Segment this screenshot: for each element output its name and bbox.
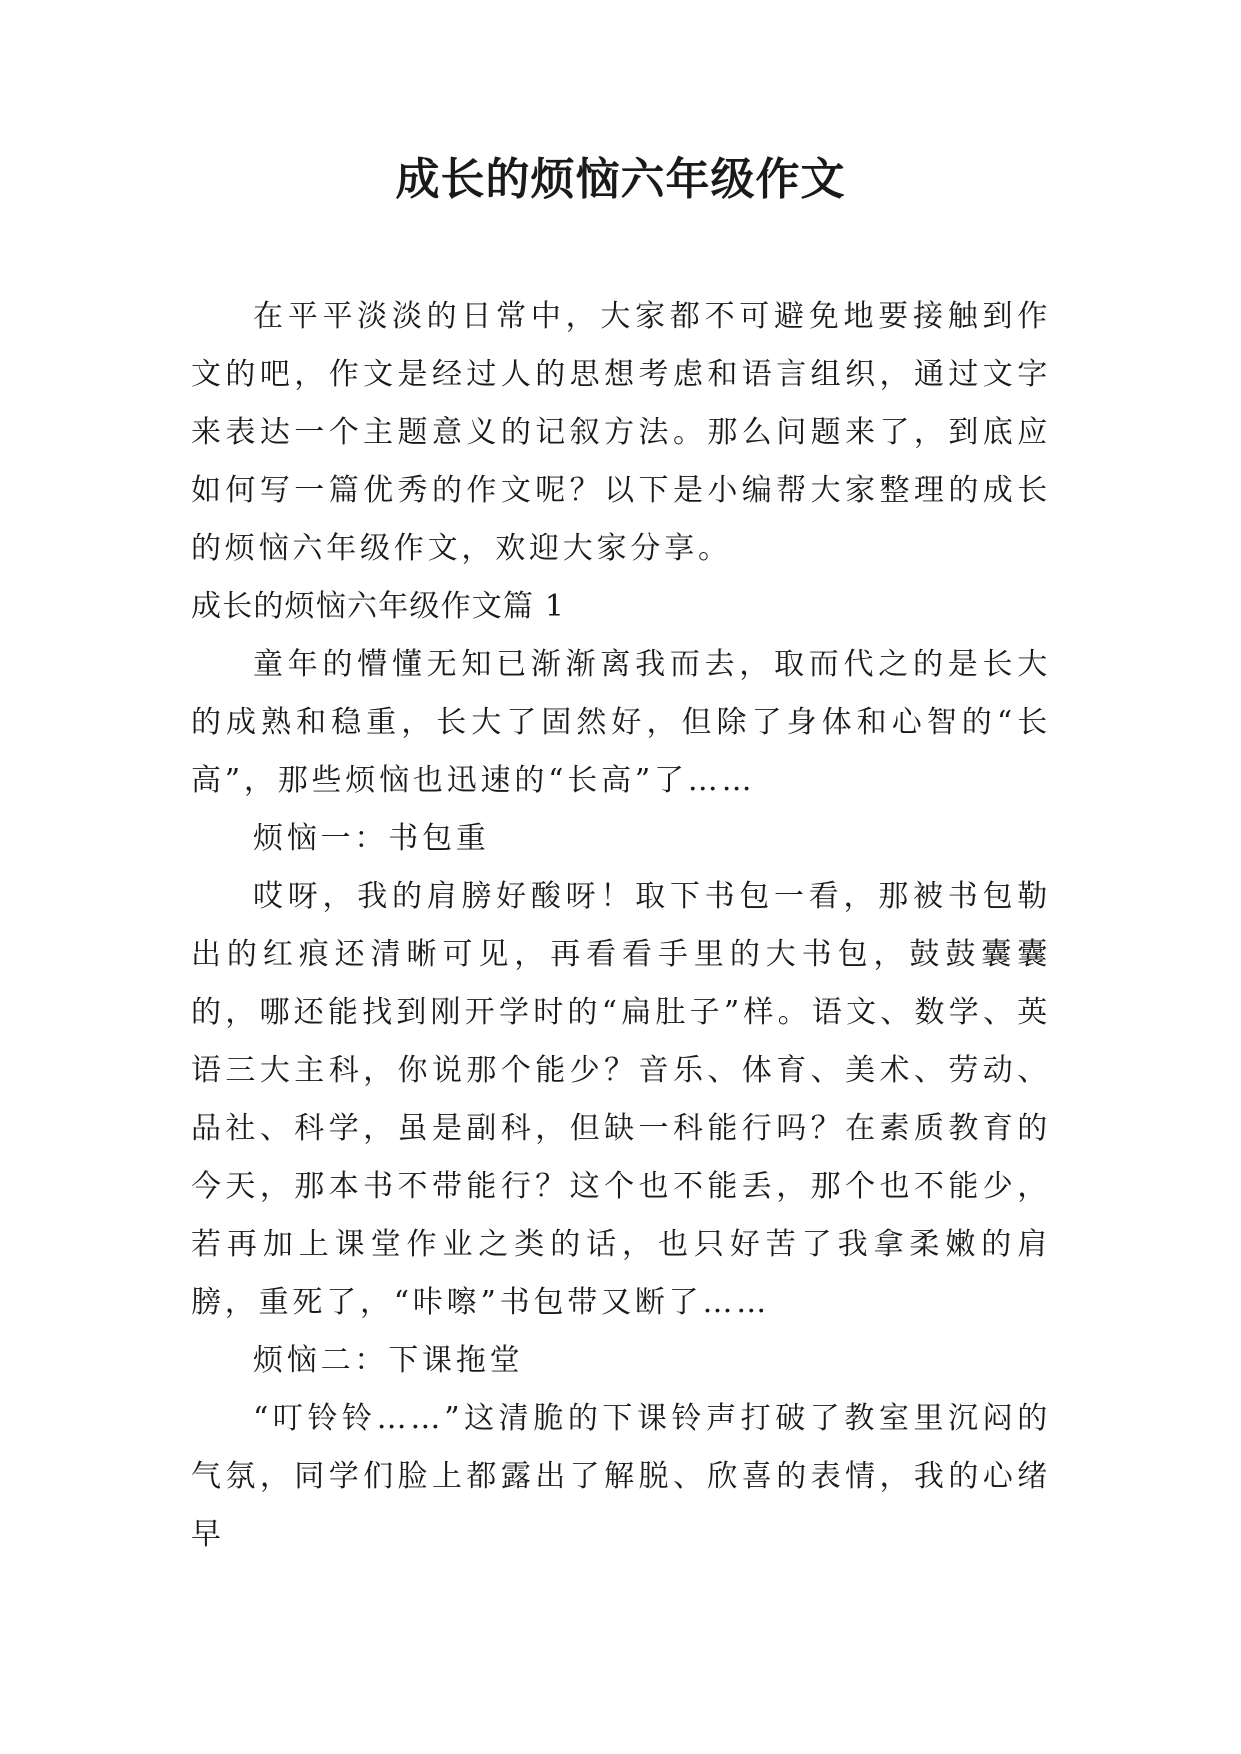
section-heading: 成长的烦恼六年级作文篇 1 (191, 589, 566, 624)
document-body (191, 288, 1051, 1564)
body-paragraph-2: 哎呀，我的肩膀好酸呀！取下书包一看，那被书包勒出的红痕还清晰可见，再看看手里的大书包，鼓鼓囊囊的，哪还能找到刚开学时的“扁肚子”样。语文、数学、英语三大主科，你说那个能少？音乐、体育、美术、劳动、品社、科学，虽是副科，但缺一科能行吗？在素质教育的今天，那本书不带能行？这个也不能丢，那个也不能少，若再加上课堂作业之类的话，也只好苦了我拿柔嫩的肩膀，重死了，“咔嚓”书包带又断了…… (191, 879, 1051, 1320)
intro-paragraph: 在平平淡淡的日常中，大家都不可避免地要接触到作文的吧，作文是经过人的思想考虑和语言组织，通过文字来表达一个主题意义的记叙方法。那么问题来了，到底应如何写一篇优秀的作文呢？以下是小编帮大家整理的成长的烦恼六年级作文，欢迎大家分享。 (191, 299, 1051, 566)
subheading-worry-2: 烦恼二：下课拖堂 (253, 1343, 524, 1378)
document-title: 成长的烦恼六年级作文 (395, 154, 846, 205)
body-paragraph-3: “叮铃铃……”这清脆的下课铃声打破了教室里沉闷的气氛，同学们脸上都露出了解脱、欣喜的表情，我的心绪早 (191, 1401, 1051, 1552)
body-paragraph-1: 童年的懵懂无知已渐渐离我而去，取而代之的是长大的成熟和稳重，长大了固然好，但除了身体和心智的“长高”，那些烦恼也迅速的“长高”了…… (191, 647, 1051, 798)
subheading-worry-1: 烦恼一：书包重 (253, 821, 490, 856)
